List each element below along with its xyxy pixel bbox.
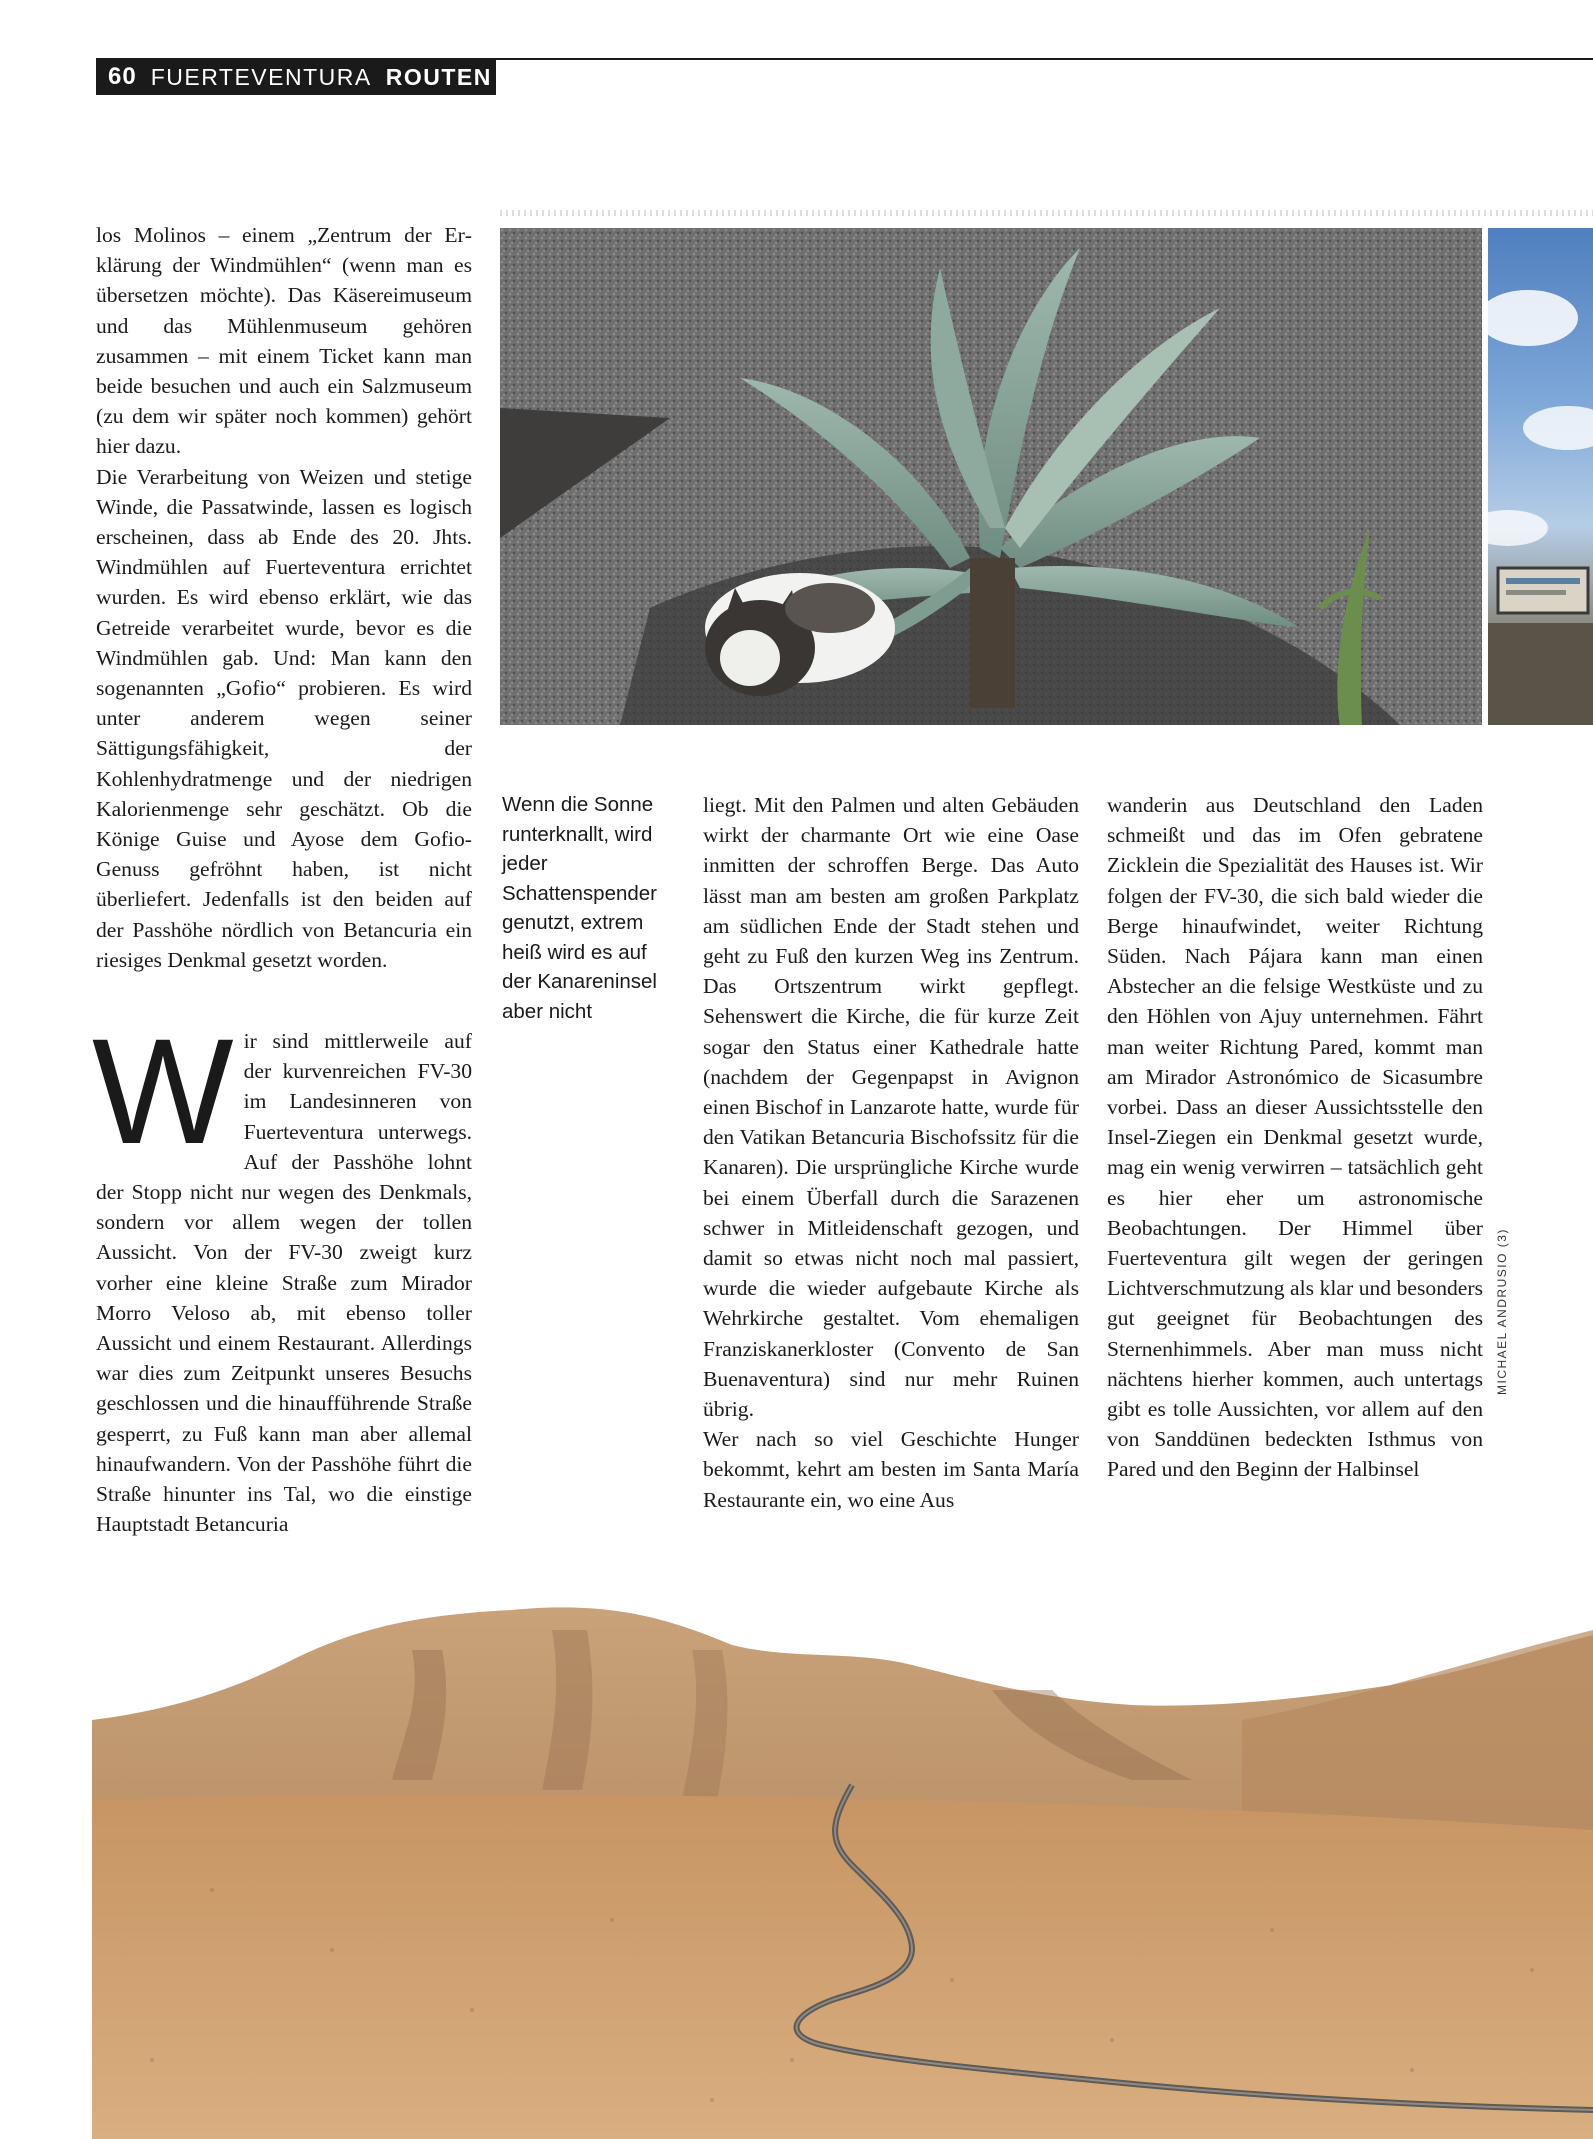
- page-number: 60: [108, 63, 137, 90]
- body-paragraph: Die Verarbeitung von Weizen und stetige Winde, die Passatwinde, lassen es logisch erscheinen, dass ab Ende des 20. Jhts. Windmühlen auf Fuerteventura errichtet wurden. Es wird ebenso erklärt, wie das Getreide verarbeitet wurde, bevor es die Windmühlen gab. Und: Man kann den sogenannten „Gofio“ probieren. Es wird unter anderem wegen seiner Sättigungsfähigkeit, der Kohlenhydratmenge und der niedrigen Kalorienmenge sehr geschätzt. Ob die Könige Guise und Ayose dem Gofio-Genuss gefröhnt haben, ist nicht überliefert. Jedenfalls ist den beiden auf der Passhöhe nördlich von Betancuria ein riesiges Denkmal gesetzt worden.: [96, 464, 472, 972]
- body-paragraph: wanderin aus Deutschland den Laden schmeißt und das im Ofen gebratene Zicklein die Spezialität des Hauses ist. Wir folgen der FV-30, die sich bald wieder die Berge hinaufwindet, weiter Richtung Süden. Nach Pájara kann man einen Abstecher an die felsige Westküste und zu den Höhlen von Ajuy unternehmen. Fährt man weiter Richtung Pared, kommt man am Mirador Astronómico de Sicasumbre vorbei. Dass an dieser Aussichtsstelle den Insel-Ziegen ein Denkmal gesetzt wurde, mag ein wenig verwirren – tatsächlich geht es hier eher um astronomische Beobachtungen. Der Himmel über Fuerteventura gilt wegen der geringen Lichtverschmutzung als klar und besonders gut geeignet für Beobachtungen des Sternenhimmels. Aber man muss nicht nächtens hierher kommen, auch untertags gibt es tolle Aussichten, vor allem auf den von Sanddünen bedeckten Isthmus von Pared und den Beginn der Halbinsel: [1107, 793, 1483, 1482]
- magazine-name: FUERTEVENTURA: [150, 63, 372, 90]
- section-label: ROUTEN: [385, 63, 492, 90]
- text-column-3: [703, 790, 1079, 1515]
- photo-caption: Wenn die Sonne runterknallt, wird jeder Schattenspender genutzt, extrem heiß wird es auf der Kanareninsel aber nicht: [502, 793, 658, 1023]
- photo-credit: MICHAEL ANDRUSIO (3): [1495, 1228, 1509, 1395]
- body-paragraph: Wer nach so viel Geschichte Hunger bekommt, kehrt am besten im Santa María Restaurante ein, wo eine Aus: [703, 1427, 1079, 1512]
- text-column-4: [1107, 790, 1483, 1485]
- page-header: [96, 59, 496, 95]
- text-column-1-continued: [92, 1007, 472, 1539]
- sky-sign-photo: [1488, 228, 1593, 725]
- body-paragraph: los Molinos – einem „Zentrum der Erklärung der Windmühlen“ (wenn man es übersetzen möchte). Das Käsereimuseum und das Mühlenmuseum gehören zusammen – mit einem Ticket kann man beide besuchen und auch ein Salzmuseum (zu dem wir später noch kommen) gehört hier dazu.: [96, 223, 472, 459]
- text-column-1: [96, 220, 472, 975]
- photo-top-edge: [500, 210, 1593, 216]
- body-paragraph: liegt. Mit den Palmen und alten Gebäuden wirkt der charmante Ort wie eine Oase inmitten der schroffen Berge. Das Auto lässt man am besten am großen Parkplatz am südlichen Ende der Stadt stehen und geht zu Fuß den kurzen Weg ins Zentrum. Das Ortszentrum wirkt gepflegt. Sehenswert die Kirche, die für kurze Zeit sogar den Status einer Kathedrale hatte (nachdem der Gegenpapst in Avignon einen Bischof in Lanzarote hatte, wurde für den Vatikan Betancuria Bischofssitz für die Kanaren). Die ursprüngliche Kirche wurde bei einem Überfall durch die Sarazenen schwer in Mitleidenschaft gezogen, und damit so etwas nicht noch mal passiert, wurde die wieder aufgebaute Kirche als Wehrkirche gestaltet. Vom ehemaligen Franziskanerkloster (Convento de San Buenaventura) sind nur mehr Ruinen übrig.: [703, 793, 1079, 1422]
- drop-cap: W: [92, 1007, 234, 1175]
- body-paragraph: ir sind mittlerweile auf der kurvenreichen FV-30 im Landesinneren von Fuerteventura unterwegs. Auf der Passhöhe lohnt der Stopp nicht nur wegen des Denkmals, sondern vor allem wegen der tollen Aussicht. Von der FV-30 zweigt kurz vorher eine kleine Straße zum Mirador Morro Veloso ab, mit ebenso toller Aussicht und einem Restaurant. Allerdings war dies zum Zeitpunkt unseres Besuchs geschlossen und die hinaufführende Straße gesperrt, zu Fuß kann man aber allemal hinaufwandern. Von der Passhöhe führt die Straße hinunter ins Tal, wo die einstige Hauptstadt Betancuria: [96, 1029, 472, 1537]
- landscape-photo: [92, 1590, 1593, 2139]
- agave-cat-photo: [500, 228, 1482, 725]
